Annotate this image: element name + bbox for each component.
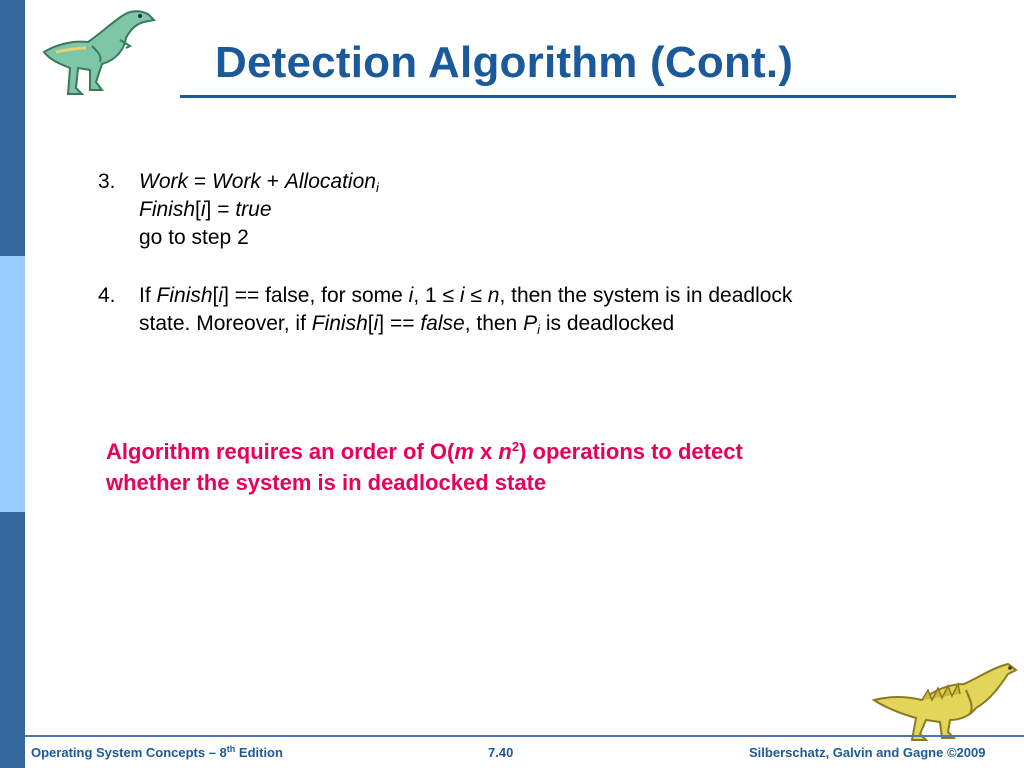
var-n: n <box>487 284 500 307</box>
var-work: Work <box>139 170 188 193</box>
footer-authors: Silberschatz, Galvin and Gagne ©2009 <box>749 745 986 760</box>
step-4 <box>98 282 978 338</box>
sidebar-block-middle <box>0 256 25 512</box>
text-segment: = <box>188 170 212 193</box>
step-number: 3. <box>98 170 116 193</box>
dinosaur-icon <box>870 660 1020 742</box>
step-3-line-3: go to step 2 <box>139 226 249 249</box>
var-i: i <box>459 284 465 307</box>
text-segment: ) operations to detect <box>519 439 743 464</box>
var-finish: Finish <box>311 312 368 335</box>
text-segment: state. Moreover, if <box>139 312 312 335</box>
text-segment: x <box>473 439 499 464</box>
var-work: Work <box>211 170 261 193</box>
subscript-i: i <box>375 180 379 195</box>
var-p: P <box>523 312 538 335</box>
var-i: i <box>200 198 206 221</box>
text-segment: , then the system is in deadlock <box>499 284 793 307</box>
text-segment: [ <box>212 284 219 307</box>
superscript: th <box>226 744 236 754</box>
var-m: m <box>454 439 474 464</box>
value-false: false <box>420 312 465 335</box>
note-line-1 <box>106 436 906 467</box>
step-3 <box>98 168 978 252</box>
text-segment: Algorithm requires an order of O( <box>106 439 455 464</box>
text-segment: Edition <box>235 745 283 760</box>
step-number: 4. <box>98 284 116 307</box>
exponent: 2 <box>511 439 520 454</box>
sidebar-block-top <box>0 0 25 256</box>
complexity-note <box>106 436 906 498</box>
value-true: true <box>235 198 272 221</box>
step-4-line-2 <box>139 310 978 338</box>
var-i: i <box>408 284 414 307</box>
text-segment: If <box>139 284 157 307</box>
text-segment: , then <box>464 312 524 335</box>
step-3-line-2 <box>139 196 978 224</box>
note-line-2: whether the system is in deadlocked state <box>106 470 547 495</box>
text-segment: is deadlocked <box>539 312 675 335</box>
text-segment: ] == <box>378 312 421 335</box>
sidebar-stripe <box>0 0 25 768</box>
text-segment: ] <box>205 198 212 221</box>
page-number: 7.40 <box>488 745 514 760</box>
text-segment: [ <box>367 312 374 335</box>
var-finish: Finish <box>139 198 196 221</box>
step-4-line-1 <box>139 282 978 310</box>
var-n: n <box>498 439 512 464</box>
text-segment: Operating System Concepts – 8 <box>31 745 227 760</box>
text-segment: ] == false, for some <box>223 284 409 307</box>
footer-book-title <box>31 745 283 760</box>
text-segment: , 1 ≤ <box>413 284 460 307</box>
var-allocation: Allocation <box>284 170 376 193</box>
step-3-line-1 <box>139 168 978 196</box>
sidebar-block-bottom <box>0 512 25 768</box>
slide-body <box>98 168 978 338</box>
text-segment: [ <box>195 198 201 221</box>
var-i: i <box>218 284 224 307</box>
var-finish: Finish <box>156 284 213 307</box>
slide-title: Detection Algorithm (Cont.) <box>215 38 794 87</box>
text-segment: ≤ <box>464 284 488 307</box>
subscript-i: i <box>537 322 540 337</box>
title-underline <box>180 95 956 98</box>
var-i: i <box>373 312 379 335</box>
footer-rule <box>25 735 1024 737</box>
text-segment: + <box>260 170 285 193</box>
dinosaur-icon <box>36 6 158 96</box>
text-segment: = <box>211 198 236 221</box>
